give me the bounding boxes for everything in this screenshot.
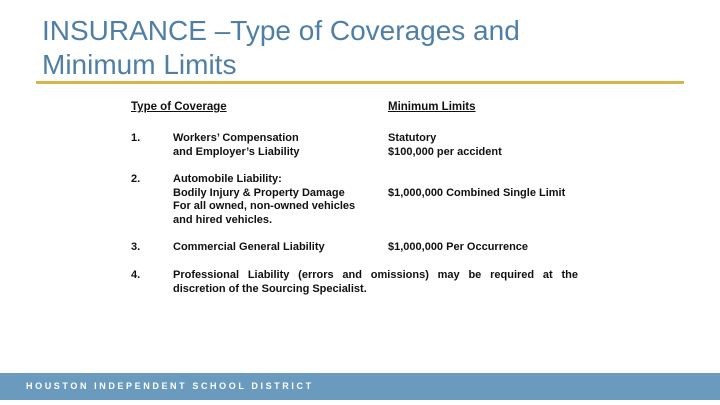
- limit-line: $1,000,000 Per Occurrence: [388, 241, 529, 253]
- header-type-of-coverage: Type of Coverage: [131, 101, 227, 113]
- minimum-limit: [388, 241, 608, 255]
- coverage-line: For all owned, non-owned vehicles: [173, 200, 356, 212]
- professional-liability-note: Professional Liability (errors and omissions) may be required at the discretion of the Sourcing Specialist.: [173, 269, 578, 295]
- coverage-type: [173, 173, 383, 227]
- limit-line: Statutory: [388, 132, 437, 144]
- header-minimum-limits: Minimum Limits: [388, 101, 476, 113]
- title-line-2: Minimum Limits: [42, 49, 237, 80]
- coverage-type: [173, 241, 383, 255]
- minimum-limit: [388, 187, 608, 201]
- coverage-line: Automobile Liability:: [173, 173, 282, 185]
- coverage-line: Workers’ Compensation: [173, 132, 299, 144]
- title-divider: [36, 81, 684, 84]
- coverage-line: Commercial General Liability: [173, 241, 325, 253]
- row-number: 2.: [131, 173, 141, 185]
- limit-line: $1,000,000 Combined Single Limit: [388, 186, 566, 199]
- coverage-line: Bodily Injury & Property Damage: [173, 186, 345, 199]
- limit-line: $100,000 per accident: [388, 145, 502, 158]
- row-number: 3.: [131, 241, 141, 253]
- slide-title: [42, 14, 682, 82]
- row-number: 1.: [131, 132, 141, 144]
- coverage-line: and hired vehicles.: [173, 213, 273, 226]
- footer-bar: [0, 373, 720, 400]
- coverage-line: and Employer’s Liability: [173, 145, 300, 158]
- coverage-type: [173, 132, 383, 159]
- row-number: 4.: [131, 269, 141, 281]
- district-name: HOUSTON INDEPENDENT SCHOOL DISTRICT: [26, 381, 314, 391]
- minimum-limit: [388, 132, 608, 159]
- title-line-1: INSURANCE –Type of Coverages and: [42, 15, 520, 46]
